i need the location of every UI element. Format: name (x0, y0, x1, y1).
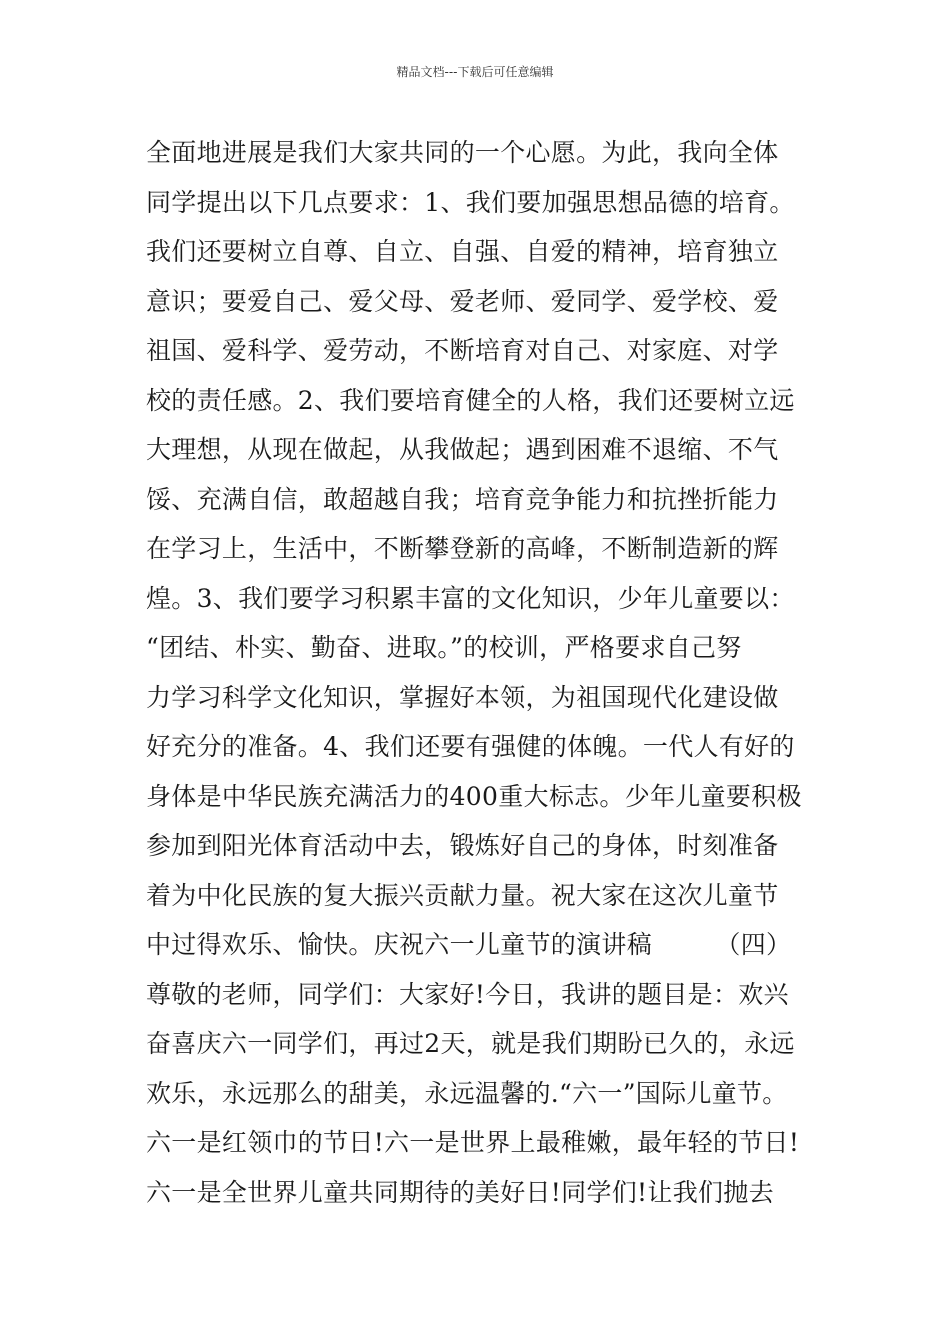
text-line: 身体是中华民族充满活力的400重大标志。少年儿童要积极 (146, 781, 802, 811)
text-line: 尊敬的老师，同学们：大家好!今日，我讲的题目是：欢兴 (146, 979, 789, 1009)
text-line: 六一是红领巾的节日!六一是世界上最稚嫩，最年轻的节日! (146, 1128, 800, 1157)
text-line: 好充分的准备。4、我们还要有强健的体魄。一代人有好的 (146, 732, 795, 761)
text-line: 力学习科学文化知识，掌握好本领，为祖国现代化建设做 (146, 682, 779, 712)
text-line: 在学习上，生活中，不断攀登新的高峰，不断制造新的辉 (146, 534, 779, 563)
text-line: 祖国、爱科学、爱劳动，不断培育对自己、对家庭、对学 (146, 336, 779, 365)
text-line: 奋喜庆六一同学们，再过2天，就是我们期盼已久的，永远 (146, 1029, 795, 1058)
text-line: 全面地进展是我们大家共同的一个心愿。为此，我向全体 (146, 138, 779, 167)
text-line: 我们还要树立自尊、自立、自强、自爱的精神，培育独立 (146, 237, 779, 266)
text-line: 校的责任感。2、我们要培育健全的人格，我们还要树立远 (146, 385, 795, 415)
text-line: 意识；要爱自己、爱父母、爱老师、爱同学、爱学校、爱 (146, 286, 779, 316)
text-line: 中过得欢乐、愉快。庆祝六一儿童节的演讲稿 （四） (146, 930, 792, 959)
text-line: “团结、朴实、勤奋、进取。”的校训，严格要求自己努 (146, 633, 742, 662)
text-line: 参加到阳光体育活动中去，锻炼好自己的身体，时刻准备 (146, 831, 779, 860)
text-line: 同学提出以下几点要求：1、我们要加强思想品德的培育。 (146, 187, 795, 217)
page-header: 精品文档---下载后可任意编辑 (396, 65, 554, 79)
text-line: 六一是全世界儿童共同期待的美好日!同学们!让我们抛去 (146, 1177, 774, 1207)
text-line: 大理想，从现在做起，从我做起；遇到困难不退缩、不气 (146, 435, 779, 464)
text-line: 馁、充满自信，敢超越自我；培育竞争能力和抗挫折能力 (146, 484, 779, 514)
body-text (146, 128, 836, 1217)
text-line: 着为中化民族的复大振兴贡献力量。祝大家在这次儿童节 (146, 880, 779, 910)
text-line: 欢乐，永远那么的甜美，永远温馨的.“六一”国际儿童节。 (146, 1078, 788, 1108)
text-line: 煌。3、我们要学习积累丰富的文化知识，少年儿童要以： (146, 583, 795, 613)
